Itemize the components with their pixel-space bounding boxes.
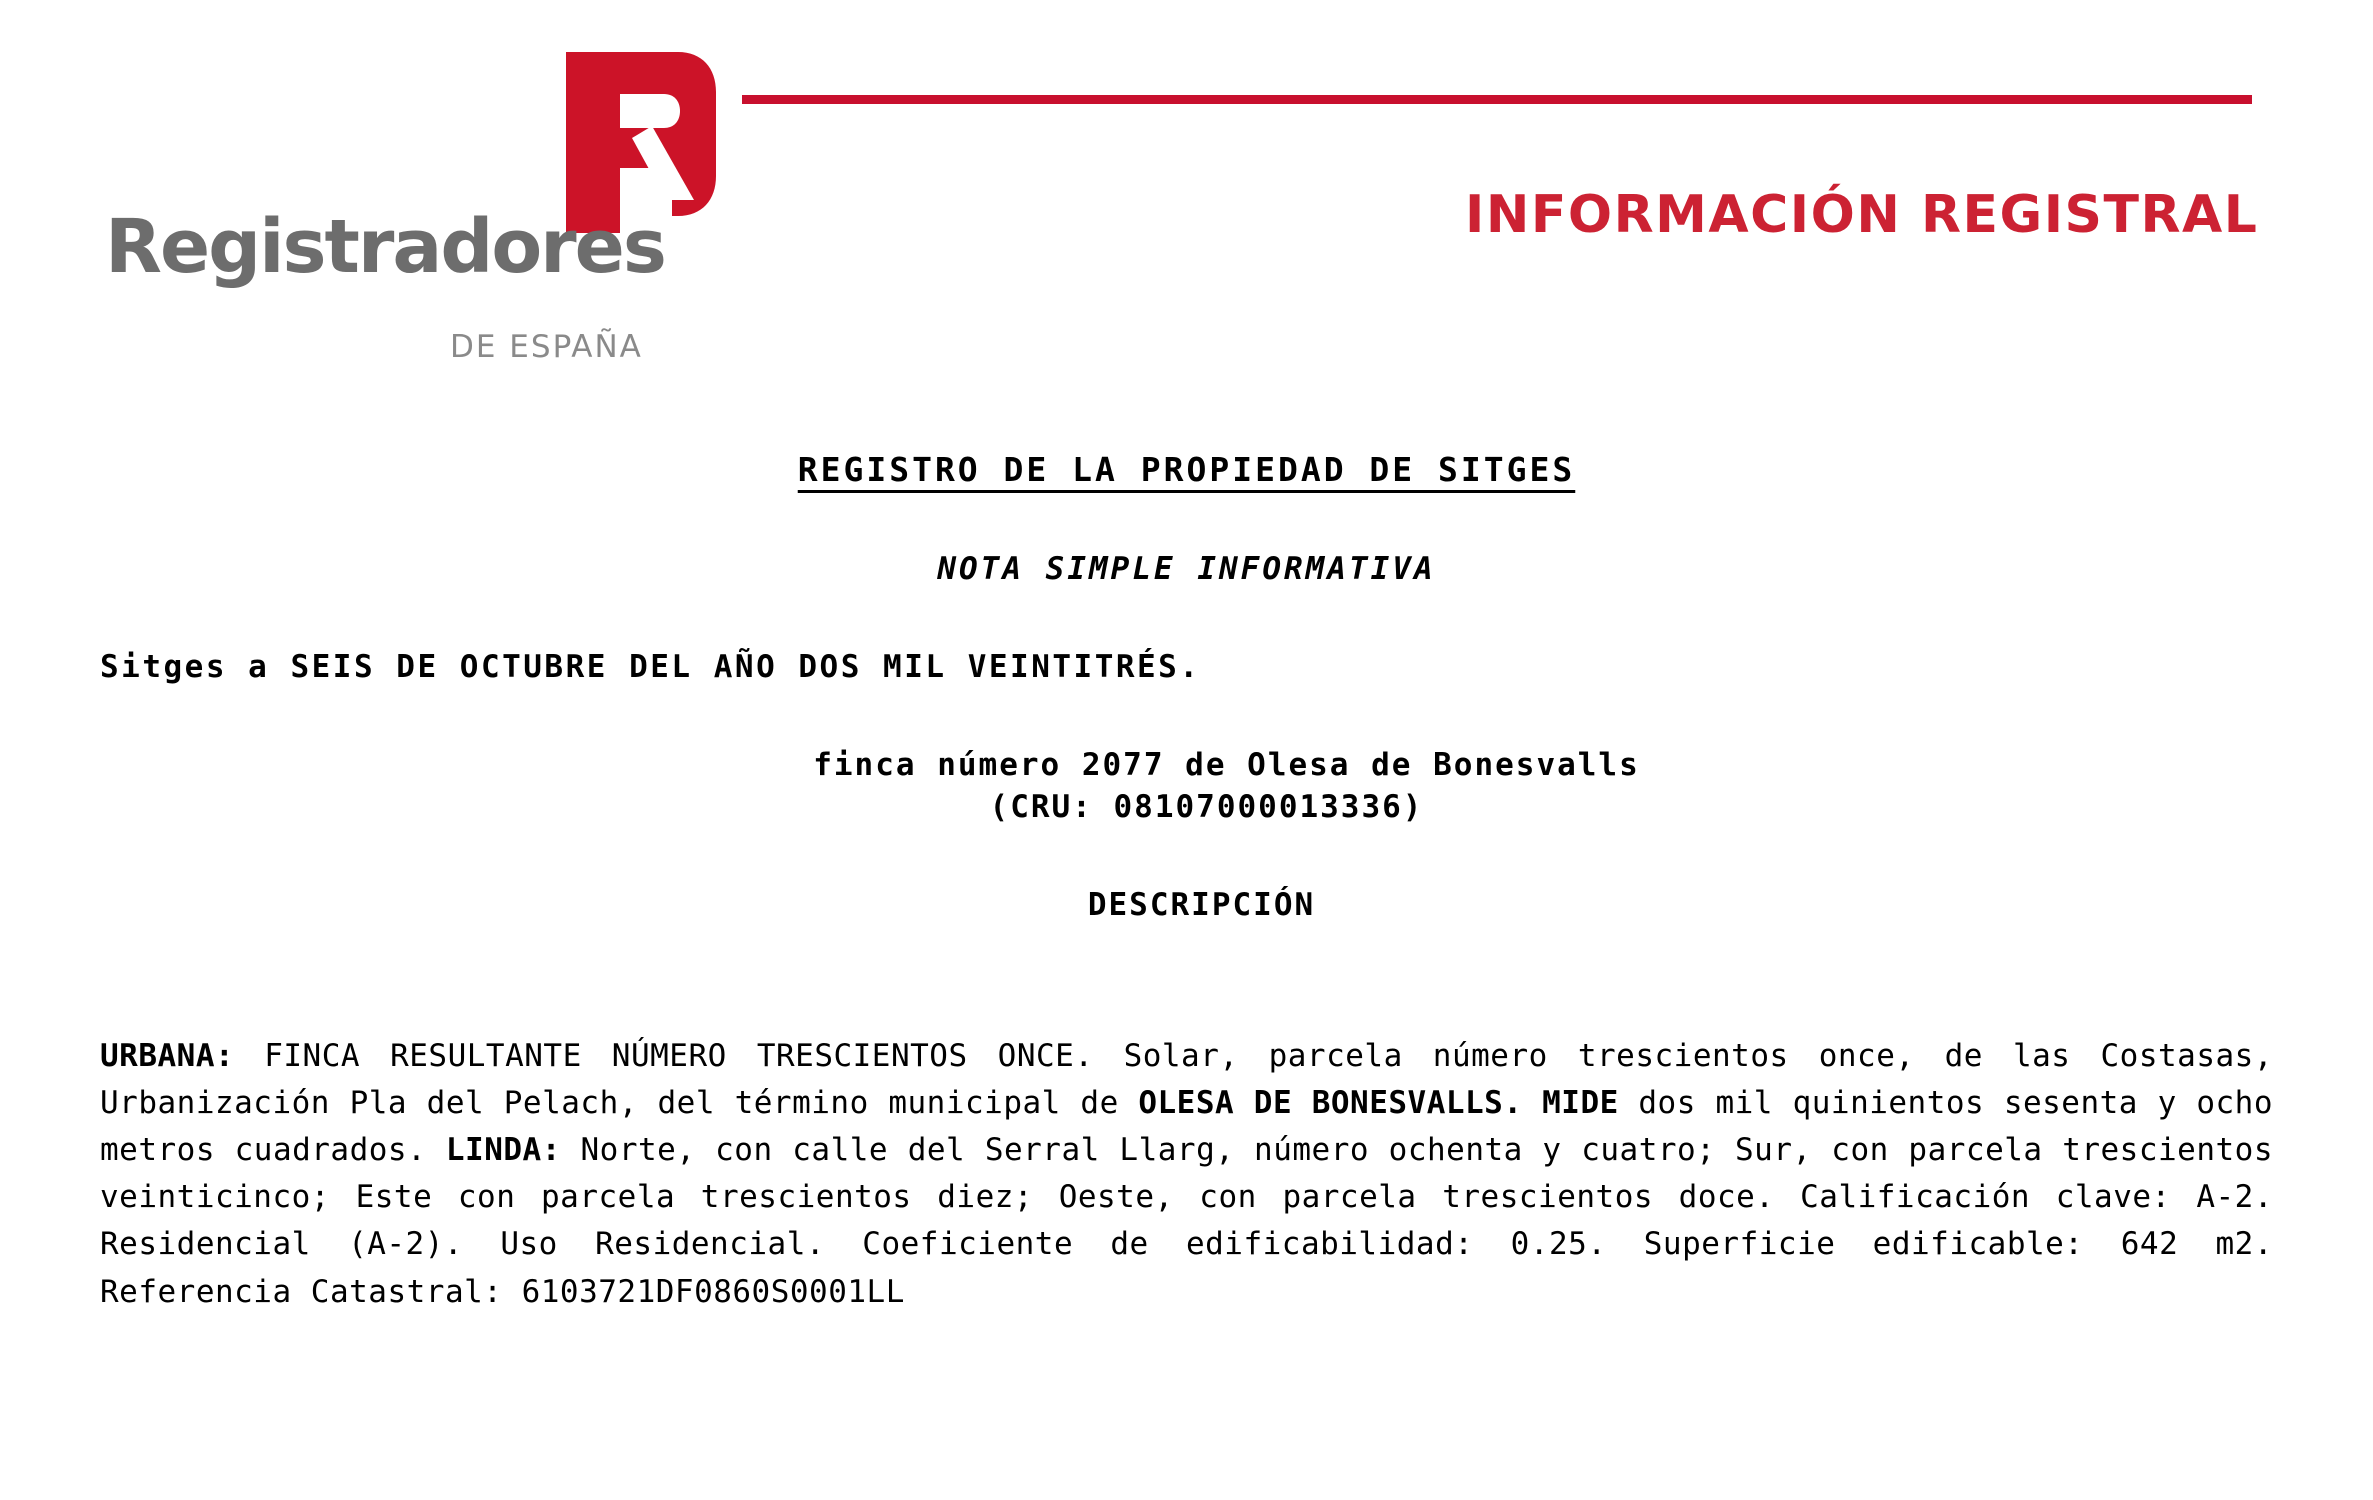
section-heading-descripcion: DESCRIPCIÓN [1087, 887, 1316, 923]
cru-line: (CRU: 08107000013336) [989, 789, 1424, 825]
property-number-line: finca número 2077 de Olesa de Bonesvalls [813, 747, 1640, 783]
label-linda: LINDA: [445, 1132, 561, 1169]
description-text-1: FINCA RESULTANTE NÚMERO TRESCIENTOS ONCE. Solar, parcela número trescientos once, de las Costasas, Urbanización Pla del Pelach, del término municipal de [100, 1038, 2273, 1122]
registradores-logo [105, 40, 755, 365]
place-and-date: Sitges a SEIS DE OCTUBRE DEL AÑO DOS MIL VEINTITRÉS. [100, 649, 1201, 685]
logo-subtitle: DE ESPAÑA [450, 329, 643, 365]
document-body [0, 450, 2373, 1316]
description-paragraph [100, 1033, 2273, 1316]
logo-wordmark: Registradores [105, 204, 665, 290]
label-urbana: URBANA: [100, 1038, 235, 1074]
document-header [0, 0, 2373, 365]
header-divider-rule [742, 95, 2252, 104]
header-title: INFORMACIÓN REGISTRAL [1465, 185, 2259, 245]
description-text-2: dos mil quinientos sesenta y ocho metros cuadrados. [100, 1085, 2273, 1169]
description-text-3: Norte, con calle del Serral Llarg, número ochenta y cuatro; Sur, con parcela trescientos veinticinco; Este con parcela trescientos diez; Oeste, con parcela trescientos doce. Calificación clave: A-2. Residencial (A-2). Uso Residencial. Coeficiente de edificabilidad: 0.25. Superficie edificable: 642 m2. Referencia Catastral: 6103721DF0860S0001LL [100, 1132, 2273, 1310]
document-type-heading: NOTA SIMPLE INFORMATIVA [937, 551, 1436, 587]
label-mide: MIDE [1522, 1085, 1619, 1122]
label-municipio: OLESA DE BONESVALLS. [1138, 1085, 1523, 1122]
registry-title: REGISTRO DE LA PROPIEDAD DE SITGES [797, 450, 1576, 489]
